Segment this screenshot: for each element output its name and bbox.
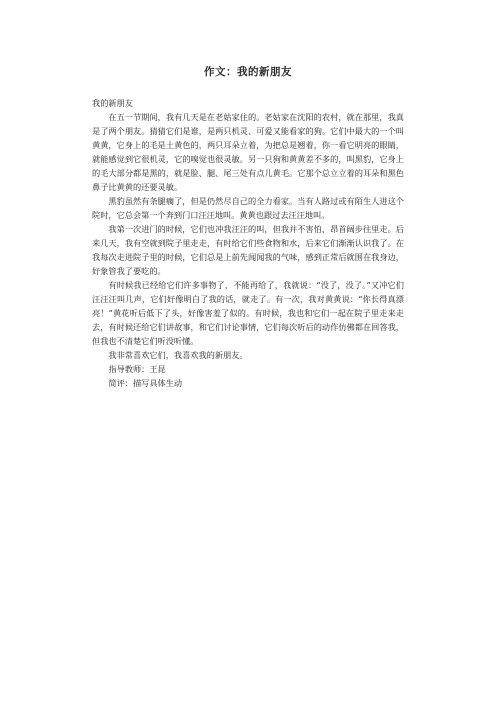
teacher-line: 指导教师：王昆 (108, 364, 166, 374)
comment-line: 简评：描写具体生动 (108, 378, 183, 388)
essay-heading: 我的新朋友 (92, 98, 133, 108)
essay-closing: 我非常喜欢它们，我喜欢我的新朋友。 (108, 350, 248, 360)
essay-paragraph-1: 在五一节期间，我有几天是在老姑家住的。老姑家在沈阳的农村，就在那里，我真是了两个朋友。猜猜它们是谁，是两只机灵、可爱又能看家的狗。它们中最大的一个叫黄黄，它身上的毛是土黄色的，两只耳朵立着，为把总是翘着，你一看它明亮的眼睛，就能感觉到它很机灵，它的嗅觉也很灵敏。另一只狗和黄黄差不多的，叫黑豹，它身上的毛大部分都是黑的，就是脸、腿、尾三处有点儿黄毛。它那个总立立着的耳朵和黑色鼻子比黄黄的还要灵敏。 (92, 112, 404, 192)
essay-paragraph-2: 黑豹虽然有条腿瘸了，但是仍然尽自己的全力看家。当有人路过或有陌生人进这个院时，它总会第一个奔到门口汪汪地叫。黄黄也跟过去汪汪地叫。 (92, 196, 404, 220)
document-body (92, 96, 404, 390)
essay-paragraph-4: 有时候我已经给它们许多事物了，不能再给了，我就说：“没了，没了。”又冲它们汪汪汪叫几声，它们好像明白了我的话，就走了。有一次，我对黄黄说：“你长得真漂亮！”黄花听后低下了头，好像害羞了似的。有时候，我也和它们一起在院子里走来走去，有时候还给它们讲故事，和它们讨论事情，它们每次听后的动作仿佛都在回答我，但我也不清楚它们听没听懂。 (92, 280, 404, 346)
document-title: 作文：我的新朋友 (204, 66, 292, 78)
essay-paragraph-3: 我第一次进门的时候，它们也冲我汪汪的叫，但我并不害怕，昂首阔步往里走。后来几天，我有空就到院子里走走，有时给它们些食物和水，后来它们渐渐认识我了。在我每次走进院子里的时候，它们总是上前先闻闻我的气味，感到正常后就围在我身边，好象管我了要吃的。 (92, 224, 404, 276)
